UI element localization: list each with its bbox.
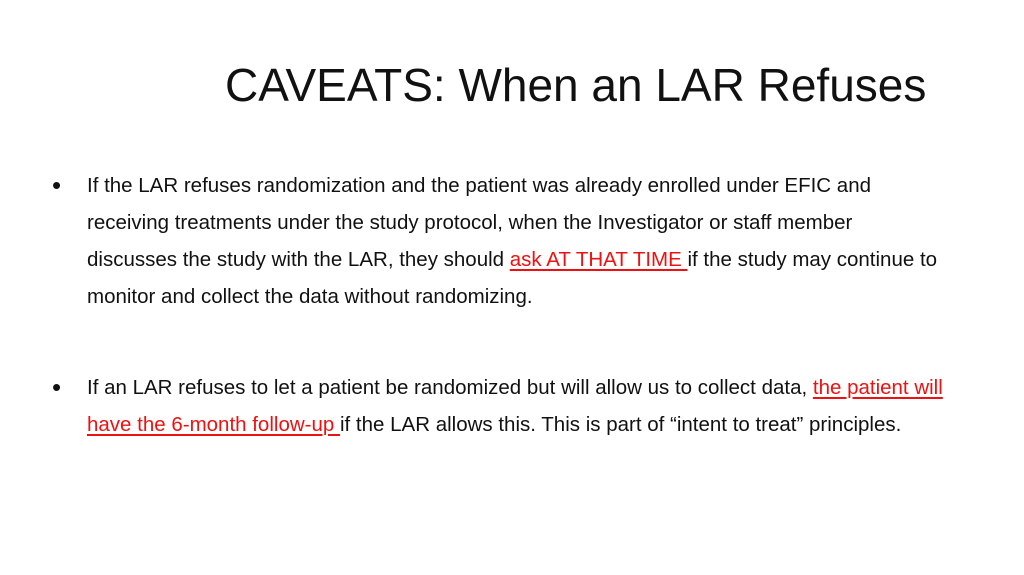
bullet-text-plain: If the LAR refuses randomization and the patient was already enrolled under EFIC and receiving treatments under the study protocol, when the Investigator or staff member discusses the study with the LAR, they should — [87, 174, 872, 271]
bullet-dot-icon: • — [52, 170, 62, 200]
bullet-text-plain: if the LAR allows this. This is part of “intent to treat” principles. — [339, 413, 902, 436]
bullet-text-plain: If an LAR refuses to let a patient be randomized but will allow us to collect data, — [87, 376, 813, 399]
bullet-text-highlight: the patient will have the 6-month follow-up — [87, 376, 943, 436]
bullet-text-plain: if the study may continue to monitor and collect the data without randomizing. — [87, 248, 938, 308]
bullet-text — [87, 167, 947, 315]
slide-title: CAVEATS: When an LAR Refuses — [225, 59, 927, 111]
bullet-dot-icon: • — [52, 372, 62, 402]
bullet-text — [87, 369, 947, 443]
bullet-text-highlight: ask AT THAT TIME — [509, 248, 688, 271]
